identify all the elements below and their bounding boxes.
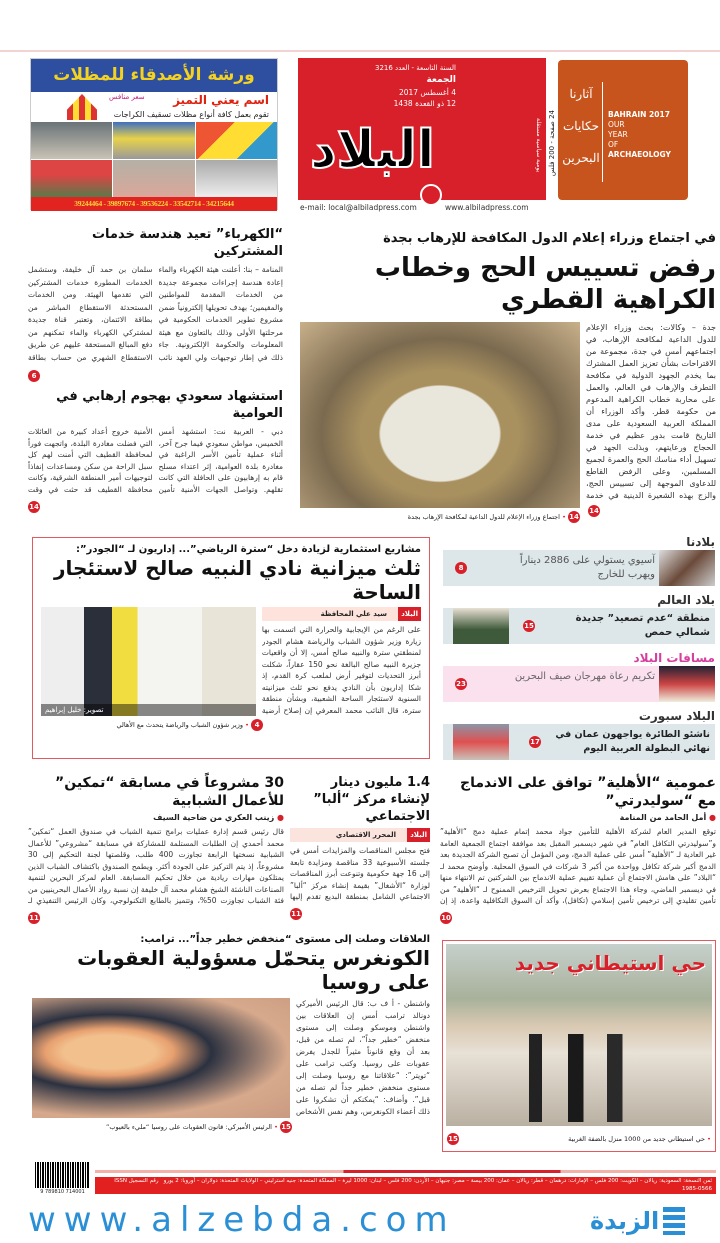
russia-story: [30, 933, 430, 1134]
bahrain-archaeology-logo: آثارنا حكايات البحرين BAHRAIN 2017 OUR YEAR OF ARCHAEOLOGY: [558, 60, 688, 200]
settlement-caption: 15 • حي استيطاني جديد من 1000 منزل بالضفة الغربية: [448, 1135, 711, 1143]
issue-number: السنة التاسعة - العدد 3216: [374, 64, 456, 72]
watermark-url[interactable]: www.alzebda.com: [28, 1200, 456, 1240]
russia-photo: [32, 998, 290, 1118]
sports-body: على الرغم من الإيجابية والحرارة التي اتسمت بها زيارة وزير شؤون الشباب والرياضة هشام الجودر لمنطقتي سترة والنبيه صالح أمس، إلا أن واقعيات جزيرة النبيه صالح البالغة نحو 150 عقاراً، شكلت أبرز التحديات لتوفير أرض لملعب كرة القدم، إذ شكا إداريون بأن النادي يدفع نحو ثلث ميزانيته السنوية لاستئجار الساحة الشعبية، وبشأن منطقة سترة، قال النائب محمد المعرفي إن إصلاح أرضية: [261, 625, 421, 715]
newspaper-logo: البلاد: [310, 120, 435, 180]
issue-date-gregorian: 4 أغسطس 2017: [398, 88, 456, 97]
ahlia-body: توقع المدير العام لشركة الأهلية للتأمين جواد محمد إتمام عملية دمج “الأهلية” و”سوليدرتي التكافل العام” في شهر ديسمبر المقبل بعد موافقة اجتماع الجمعية العامة غير العادية لـ “الأهلية” أمس على عملية الدمج، ومن المؤمل أن تصبح الشركة الجديدة بعد الدمج أكبر شركة تكافل وواحدة من أكبر 3 شركات في السوق المحلية. وأوضح محمد لـ “البلاد” على هامش الاجتماع أن عملية تقييم عملية الاندماج بين الشركتين تم الانتهاء منها في ديسمبر الماضي، وجاء هذا الاجتماع بعرض تحويل الترخيص الممنوح لـ “الأهلية” من تأمين تقليدي إلى ترخيص تأمين إسلامي (تكافل)، وأكد أن السوق التكافلية واعدة، إذ إن: [440, 827, 716, 905]
lead-caption: 14 • اجتماع وزراء الإعلام للدول الداعية لمكافحة الإرهاب بجدة: [407, 513, 579, 521]
sports-headline: ثلث ميزانية نادي النبيه صالح لاستئجار الساحة: [54, 556, 421, 604]
ad-title: ورشة الأصدقاء للمظلات: [31, 59, 277, 92]
tamkeen-body: قال رئيس قسم إدارة عمليات برامج تنمية الشباب في صندوق العمل “تمكين” محمد أحمدي إن الطلبات المستلمة للمشاركة في مسابقة “مشروعي” للأعمال الشبابية نسختها الرابعة تجاوزت 400 طلب، وقلصتها لجنة التحكيم إلى 30 مشروعاً، إذ يتم التركيز على الجودة أكثر. ويطمح الصندوق باكتشاف الشباب الذين يمتلكون مهارات ريادية من خلال تحكيم المسابقة. العام لمركز البحرين لتنمية الصناعات الناشئة الشيخ هشام محمد آل خليفة إن نسبة رواد الأعمال البحرينيين من فئة الشباب تجاوزت 50%، وتتميز بالطابع التكنولوجي، وكان الرئيس التنفيذي لـ: [28, 827, 284, 905]
page-ref-badge[interactable]: 10: [441, 914, 451, 922]
people-silhouettes: [516, 1034, 646, 1122]
page-ref-badge[interactable]: 14: [29, 502, 39, 511]
ahlia-byline: ● أمل الحامد من المنامة: [619, 813, 716, 822]
alba-byline-bar: البلاد المحرر الاقتصادي: [290, 828, 430, 842]
electricity-body-col2: سلمان بن حمد آل خليفة، وستشمل الخدمات المطورة خدمات المشتركين التي تقدمها الهيئة. ومن الخدمات المستحدثة الاستقطاع المباشر من بطاقة الائتمان، وتعتبر قناة جديدة لمشتركي الكهرباء والماء تمكنهم من دفع المبالغ المستحقة عليهم عن طريق الاستقطاع الشهري من حساب بطاقة: [28, 265, 153, 362]
sidebar-category: مسافات البلاد: [633, 651, 715, 665]
email-link[interactable]: e-mail: local@albiladpress.com: [300, 203, 417, 212]
masthead[interactable]: [298, 58, 546, 200]
settlement-headline: حي استيطاني جديد: [514, 951, 706, 975]
sidebar-item[interactable]: تكريم رعاة مهرجان صيف البحرين 23: [443, 666, 715, 702]
lead-photo: [300, 322, 580, 508]
sidebar-thumb: [453, 608, 509, 644]
russia-kicker[interactable]: العلاقات وصلت إلى مستوى “منخفض خطير جداً”... ترامب:: [140, 934, 430, 945]
issue-day: الجمعة: [426, 75, 456, 85]
ahlia-story: [440, 774, 716, 921]
terror-body-col1: دبي - العربية نت: استشهد أمس الخميس، مواطن سعودي فيما جرح آخر، أثناء عملية تأمين الأسر الراغبة في مغادرة بلدة العوامية، إثر اعتداء مسلح قام به إرهابيون على الحافلة التي كانت تقلهم. وتواصل الجهات الأمنية تأمين: [158, 427, 283, 494]
sidebar-item[interactable]: آسيوي يستولي على 2886 ديناراً ويهرب للخارج 8: [443, 550, 715, 586]
sidebar-thumb: [659, 666, 715, 702]
issue-date-hijri: 12 ذو القعدة 1438: [393, 99, 456, 108]
left-column-stories: [28, 226, 283, 509]
page-ref-badge[interactable]: 6: [28, 370, 40, 382]
photo-credit: تصوير: خليل إبراهيم: [41, 704, 256, 716]
barcode-number: 9 789810 714001: [40, 1189, 85, 1195]
sports-caption: 4 • وزير شؤون الشباب والرياضة يتحدث مع الأهالي: [41, 719, 263, 732]
alba-story: [290, 774, 430, 917]
sidebar-category: البلاد سبورت: [638, 709, 715, 723]
sports-byline: سيد علي المحافظة: [320, 610, 387, 618]
terror-body-col2: الأمنية خروج أعداد كبيرة من العائلات التي فضلت مغادرة البلدة، واتجهت فوراً لمحافظة القطيف التي أمنت لهم كل سبل الراحة من سكن ومساعدات إنفاذاً لتوجيهات أمير المنطقة الشرقية، وكانت محافظة القطيف قد حثت في وقت: [28, 427, 153, 494]
page-ref-badge[interactable]: 11: [29, 914, 39, 922]
lead-body: جدة – وكالات: بحث وزراء الإعلام للدول الداعية لمكافحة الإرهاب، في اجتماعهم أمس في جدة، مجموعة من الاقتراحات بشأن تعزيز العمل المشترك بما يخدم الجهود الدولية في مكافحة التطرف والإرهاب في العالم، والعمل على محاربة خطاب الكراهية المدعوم من حكومة قطر. وأكد الوزراء أن المملكة العربية السعودية على مدى التاريخ قامت بدور عظيم في خدمة الحجاج ورعايتهم، وبذلت الجهد في تسهيل أداء مناسك الحج والعمرة لجميع المسلمين، وعلى الرفض القاطع للدعاوى الموجهة إلى تسييس الحج، والزج بهذه الشعيرة الدينية في خدمة: [586, 323, 716, 500]
settlement-box[interactable]: [442, 940, 716, 1152]
russia-caption: 15 • الرئيس الأميركي: قانون العقوبات على روسيا “مليء بالعيوب”: [106, 1123, 291, 1131]
terror-headline[interactable]: استشهاد سعودي بهجوم إرهابي في العوامية: [56, 389, 283, 421]
alba-headline[interactable]: 1.4 مليون دينار لإنشاء مركز “ألبا” الاجتماعي: [313, 775, 430, 824]
settlement-photo: [446, 944, 712, 1126]
sports-feature-box[interactable]: [32, 537, 430, 759]
electricity-headline[interactable]: “الكهرباء” تعيد هندسة خدمات المشتركين: [91, 227, 283, 259]
advertisement[interactable]: [30, 58, 278, 210]
lead-kicker[interactable]: في اجتماع وزراء إعلام الدول المكافحة للإرهاب بجدة: [383, 231, 716, 246]
page-ref-badge[interactable]: 11: [291, 910, 301, 918]
russia-headline[interactable]: الكونغرس يتحمّل مسؤولية العقوبات على روسيا: [77, 946, 430, 994]
tagline: يومية سياسية مستقلة: [535, 118, 542, 173]
ad-phones: 39244464 - 39897674 - 39536224 - 33542714 - 34215644: [31, 197, 277, 211]
footer-price-bar: ثمن النسخة: السعودية: ريالان – الكويت: 200 فلس – الإمارات: درهمان – قطر: ريالان – عمان: 200 بيسة – مصر: جنيهان – الأردن: 200 فلس – لبنان: 1000 ليرة – المملكة المتحدة: جنيه استرليني – الولايات المتحدة: دولاران – أوروبا: 2 يورو رقم التسجيل ISSN 1985-0566: [95, 1177, 716, 1194]
tamkeen-byline: ● زينب العكري من ضاحية السيف: [153, 813, 284, 822]
sidebar-item[interactable]: ناشئو الطائرة يواجهون عمان في نهائي البطولة العربية اليوم 17: [443, 724, 715, 760]
sidebar-thumb: [659, 550, 715, 586]
electricity-body-col1: المنامة – بنا: أعلنت هيئة الكهرباء والماء إعادة هندسة إجراءات مجموعة جديدة من الخدمات المقدمة للمواطنين والمقيمين؛ بهدف تحويلها إلكترونياً ضمن مشروع تطوير الخدمات الحكومية في مرحلتها الأولى وذلك بالتعاون مع هيئة المعلومات والحكومة الإلكترونية. جاء ذلك في إطار توجيهات ولي العهد نائب: [158, 265, 283, 362]
sports-kicker: مشاريع استثمارية لزيادة دخل “سترة الرياضي”... إداريون لـ “الجودر”:: [75, 544, 421, 555]
sidebar-thumb: [453, 724, 509, 760]
ad-photos: [31, 122, 277, 197]
russia-body: واشنطن - أ ف ب: قال الرئيس الأميركي دونالد ترامب أمس إن العلاقات بين واشنطن وموسكو وصلت إلى مستوى منخفض “خطير جداً”، لم تصله من قبل، بعد أن وقع قانوناً مثيراً للجدل يفرض عقوبات على روسيا. وكتب ترامب على “تويتر”: “علاقاتنا مع روسيا وصلت إلى مستوى منخفض خطير جداً لم تصله من قبل”. وأضاف: “يمكنكم أن تشكروا على ذلك أعضاء الكونغرس، وهم نفس الأشخاص: [296, 999, 430, 1116]
top-rule: [0, 50, 720, 52]
sports-photo: [41, 607, 256, 716]
byline-brand: البلاد: [398, 607, 421, 621]
tamkeen-story: [28, 774, 284, 921]
website-link[interactable]: www.albiladpress.com: [445, 203, 529, 212]
sidebar-category: بلادنا: [686, 535, 715, 549]
watermark-logo: الزبدة: [590, 1203, 685, 1239]
ad-slogan: اسم يعني التميز: [173, 93, 269, 107]
lead-headline[interactable]: رفض تسييس الحج وخطاب الكراهية القطري: [374, 253, 716, 315]
ahlia-headline[interactable]: عمومية “الأهلية” توافق على الاندماج مع “سوليدرتي”: [460, 775, 716, 809]
ad-description: تقوم بعمل كافة أنواع مظلات تسقيف الكراجات: [113, 110, 269, 119]
logo-dot: [420, 184, 442, 206]
page-ref-badge[interactable]: 14: [589, 507, 599, 515]
alba-body: فتح مجلس المناقصات والمزايدات أمس في جلسته الأسبوعية 33 مناقصة ومزايدة تابعة إلى 16 جهة حكومية وتنوعت أبرز المناقصات لوزارة “الأشغال” بقيمة إنشاء مركز “ألبا” الاجتماعي الشامل بمنطقة البديع تقدم إليها: [290, 846, 430, 901]
barcode: [35, 1162, 90, 1188]
price-pages: 24 صفحة - 200 فلس: [548, 110, 556, 177]
sidebar-item[interactable]: منطقة “عدم تصعيد” جديدة شمالي حمص 15: [443, 608, 715, 644]
sidebar-category: بلاد العالم: [657, 593, 715, 607]
circus-tent-icon: [67, 94, 97, 120]
tamkeen-headline[interactable]: 30 مشروعاً في مسابقة “تمكين” للأعمال الشبابية: [55, 775, 284, 809]
menu-lines-icon: [663, 1207, 685, 1235]
ad-badge: سعر منافس: [109, 93, 145, 101]
footer-rule: [95, 1170, 716, 1173]
